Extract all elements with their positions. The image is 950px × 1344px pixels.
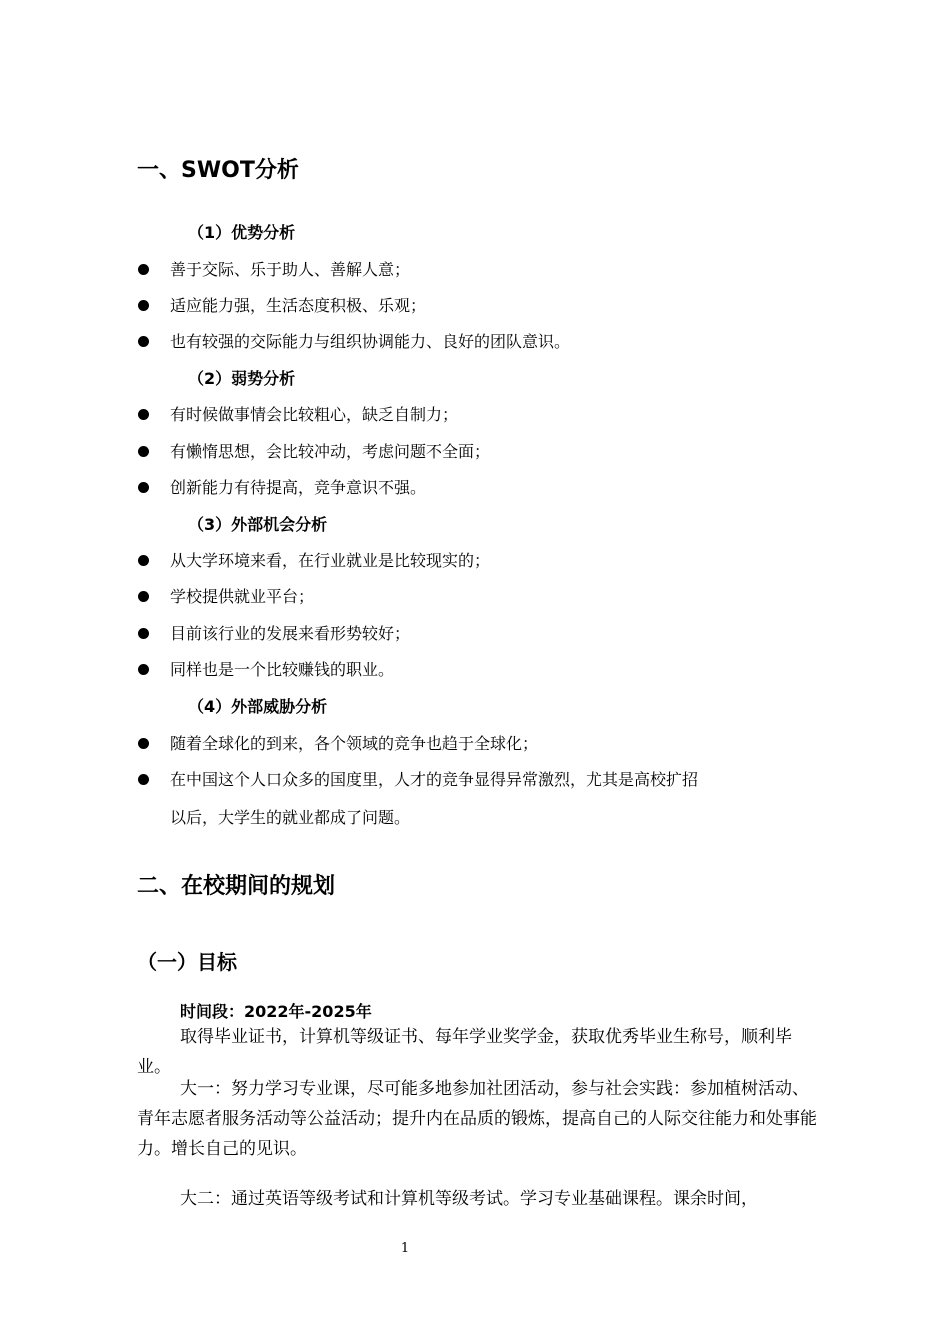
bullet-icon [138, 774, 149, 785]
bullet-icon [138, 336, 149, 347]
section-title-plan: 二、在校期间的规划 [137, 874, 336, 899]
paragraph: 取得毕业证书，计算机等级证书、每年学业奖学金，获取优秀毕业生称号，顺利毕业。 [137, 1027, 792, 1077]
bullet-icon [138, 628, 149, 639]
subheading-goal: （一）目标 [137, 950, 237, 974]
bullet-icon [138, 264, 149, 275]
bullet-icon [138, 555, 149, 566]
paragraph: 大二：通过英语等级考试和计算机等级考试。学习专业基础课程。课余时间， [180, 1189, 758, 1209]
section-title-swot: 一、SWOT分析 [137, 158, 299, 183]
subheading-weaknesses: （2）弱势分析 [188, 369, 296, 388]
bullet-icon [138, 409, 149, 420]
time-period-label: 时间段：2022年-2025年 [180, 1002, 372, 1021]
subheading-strengths: （1）优势分析 [188, 223, 296, 242]
bullet-icon [138, 738, 149, 749]
subheading-threats: （4）外部威胁分析 [188, 697, 328, 716]
bullet-icon [138, 300, 149, 311]
page-number: 1 [400, 1241, 410, 1256]
bullet-icon [138, 482, 149, 493]
subheading-opportunities: （3）外部机会分析 [188, 515, 328, 534]
bullet-icon [138, 664, 149, 675]
bullet-icon [138, 446, 149, 457]
document-page: 一、SWOT分析 （1）优势分析 善于交际、乐于助人、善解人意； 适应能力强，生活态度积极、乐观； 也有较强的交际能力与组织协调能力、良好的团队意识。 （2）弱势分析 有时候做事情会比较粗心，缺乏自制力； 有懒惰思想，会比较冲动，考虑问题不全面； 创新能力有待提高，竞争意识不强。 （3）外部机会分析 从大学环境来看，在行业就业是比较现实的； 学校提供就业平台； 目前该行业的发展来看形势较好； 同样也是一个比较赚钱的职业。 （4）外部威胁分析 随着全球化的到来，各个领域的竞争也趋于全球化； 在中国这个人口众多的国度里，人才的竞争显得异常激烈，尤其是高校扩招 以后，大学生的就业都成了问题。 二、在校期间的规划 （一）目标 时间段：2022年-2025年 取得毕业证书，计算机等级证书、每年学业奖学金，获取优秀毕业生称号，顺利毕业。 大一：努力学习专业课，尽可能多地参加社团活动，参与社会实践：参加植树活动、青年志愿者服务活动等公益活动；提升内在品质的锻炼，提高自己的人际交往能力和处事能力。增长自己的见识。 大二：通过英语等级考试和计算机等级考试。学习专业基础课程。课余时间， 1 [0, 0, 950, 1344]
bullet-icon [138, 591, 149, 602]
paragraph: 大一：努力学习专业课，尽可能多地参加社团活动，参与社会实践：参加植树活动、青年志愿者服务活动等公益活动；提升内在品质的锻炼，提高自己的人际交往能力和处事能力。增长自己的见识。 [137, 1079, 817, 1159]
